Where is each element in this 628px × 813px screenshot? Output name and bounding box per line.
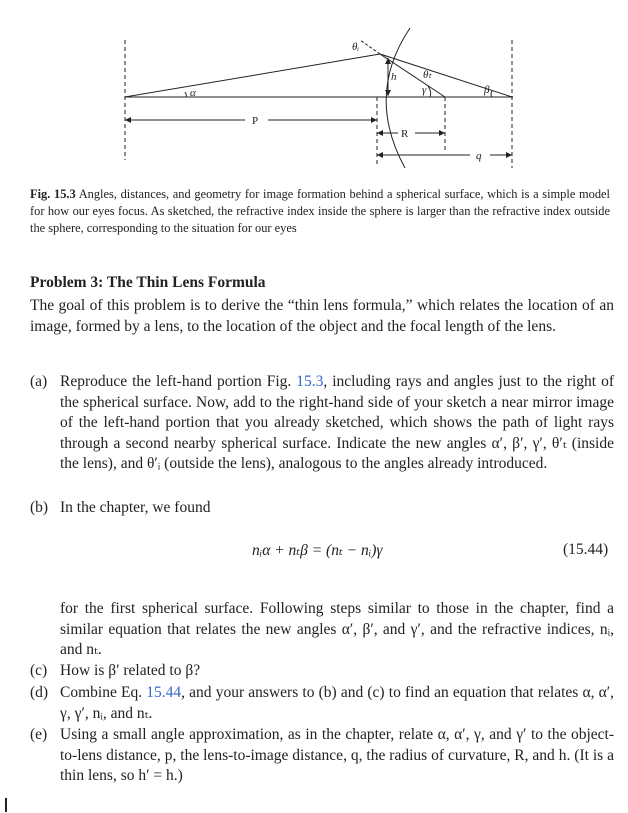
eq-15-44-link[interactable]: 15.44: [146, 684, 182, 701]
label-R: R: [401, 128, 409, 140]
part-b-label: (b): [30, 499, 49, 516]
figure-caption: [30, 186, 610, 237]
caption-text: Angles, distances, and geometry for image formation behind a spherical surface, which is a simple model for how our eyes focus. As sketched, the refractive index inside the sphere is larger than the refractive index outside the sphere, corresponding to the situation for our eyes: [30, 187, 610, 235]
r-arrowhead-left: [377, 130, 383, 136]
p-arrowhead-left: [125, 117, 131, 123]
part-d-text: Combine Eq. 15.44, and your answers to (b) and (c) to find an equation that relates α, α′, γ, γ′, nᵢ, and nₜ.: [60, 684, 614, 722]
part-c-text: How is β′ related to β?: [60, 662, 201, 679]
label-h: h: [391, 71, 397, 83]
equation-15-44: nᵢα + nₜβ = (nₜ − nᵢ)γ: [252, 542, 383, 559]
spherical-surface: [386, 28, 410, 168]
label-p: P: [252, 115, 259, 127]
text-cursor: [5, 798, 7, 812]
caption-label: Fig. 15.3: [30, 187, 76, 201]
part-e-label: (e): [30, 726, 48, 743]
part-b-continuation: for the first spherical surface. Following steps similar to those in the chapter, find a similar equation that relates the new angles α′, β′, and γ′, and the refractive indices, nᵢ, and nₜ.: [60, 600, 614, 658]
part-e-text: Using a small angle approximation, as in the chapter, relate α, α′, γ, and γ′ to the object-to-lens distance, p, the lens-to-image distance, q, the radius of curvature, R, and h. (It is a thin lens, so h′ = h.): [60, 726, 614, 784]
beta-arc: [491, 91, 492, 97]
label-theta-t: θₜ: [423, 69, 432, 81]
label-theta-i: θᵢ: [352, 41, 360, 53]
part-a-text: Reproduce the left-hand portion Fig. 15.3, including rays and angles just to the right of the spherical surface. Now, add to the right-hand side of your sketch a near mirror image of the left-hand portion that you already sketched, which shows the path of light rays through a second nearby spherical surface. Indicate the new angles α′, β′, γ′, θ′ₜ (inside the lens), and θ′ᵢ (outside the lens), analogous to the angles already introduced.: [60, 373, 614, 472]
fig-15-3-link[interactable]: 15.3: [296, 373, 324, 390]
equation-number: (15.44): [563, 541, 609, 558]
q-arrowhead-right: [506, 152, 512, 158]
problem-intro: The goal of this problem is to derive the “thin lens formula,” which relates the location of an image, formed by a lens, to the location of the object and the focal length of the lens.: [30, 297, 614, 335]
label-q: q: [476, 150, 482, 162]
problem-title: Problem 3: The Thin Lens Formula: [30, 274, 266, 291]
label-gamma: γ: [422, 84, 427, 96]
part-a-label: (a): [30, 373, 48, 390]
part-d-label: (d): [30, 684, 49, 701]
refracted-ray: [380, 54, 512, 97]
normal-line: [360, 40, 380, 54]
figure-15-3: [0, 0, 628, 180]
label-alpha: α: [190, 87, 196, 99]
p-arrowhead-right: [371, 117, 377, 123]
incident-ray: [125, 54, 380, 97]
label-beta: β: [484, 84, 490, 96]
q-arrowhead-left: [377, 152, 383, 158]
alpha-arc: [185, 92, 186, 97]
part-c-label: (c): [30, 662, 48, 679]
part-b-text: In the chapter, we found: [60, 499, 211, 516]
r-arrowhead-right: [439, 130, 445, 136]
